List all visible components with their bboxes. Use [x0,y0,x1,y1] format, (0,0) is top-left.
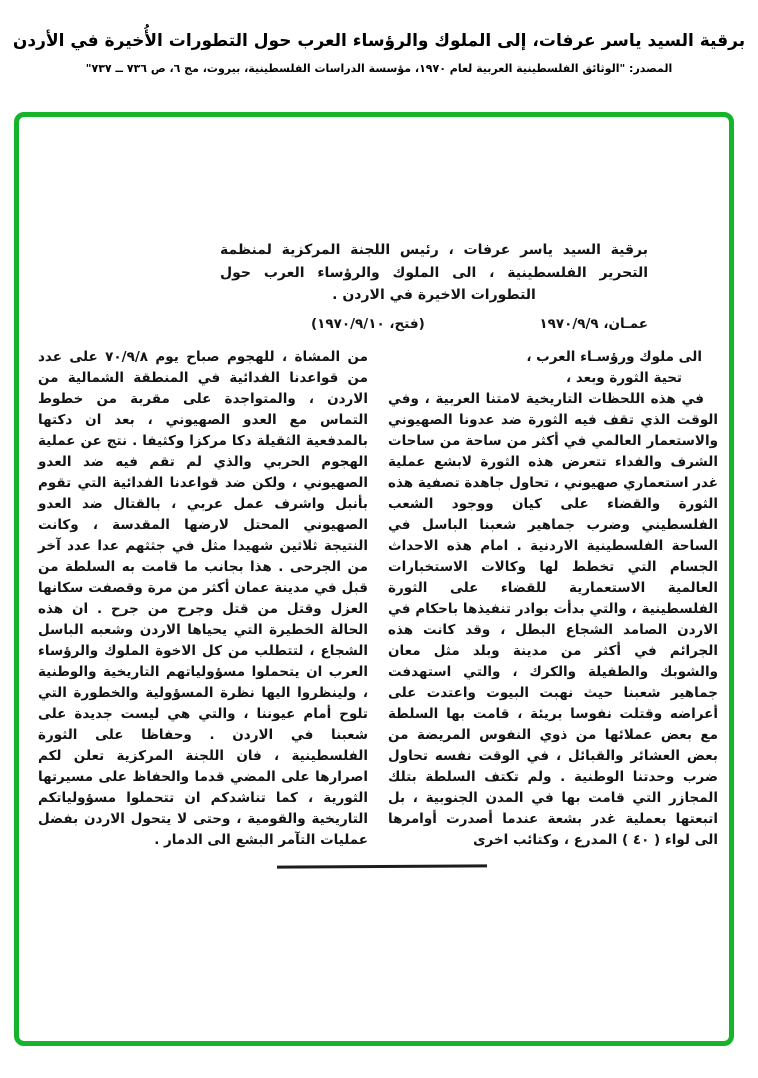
source-citation: المصدر: "الوثائق الفلسطينية العربية لعام ١٩٧٠، مؤسسة الدراسات الفلسطينية، بيروت، مج ٦، ص ٧٣٦ ــ ٧٣٧" [85,62,673,75]
text-column-left [38,347,368,851]
salutation-line-2: تحية الثورة وبعد ، [565,369,682,386]
dateline-publication-date: (فتح، ١٩٧٠/٩/١٠) [311,315,425,332]
text-columns [19,347,729,851]
divider-line [277,864,487,868]
dateline-row [19,316,729,332]
salutation-line-1: الى ملوك ورؤسـاء العرب ، [526,348,702,365]
document-frame [14,112,734,1046]
text-column-right [388,347,718,851]
body-text-right-column: في هذه اللحظات التاريخية لامتنا العربية ، وفي الوقت الذي تقف فيه الثورة ضد عدونا الصهيوني والاستعمار العالمي في أكثر من ساحة من ساحات الشرف والفداء تتعرض هذه الثورة لابشع عملية غدر استعماري صهيوني ، تحاول جاهدة تصفية هذه الثورة والقضاء على كيان ووجود الشعب الفلسطيني وضرب جماهير شعبنا الباسل في الساحة الفلسطينية الاردنية . امام هذه الاحداث الجسام التي تخطط لها وكالات الاستخبارات العالمية الاستعمارية للقضاء على الثورة الفلسطينية ، والتي بدأت بوادر تنفيذها باحكام في الاردن الصامد الشجاع البطل ، وقد كانت هذه الجرائم في أكثر من مدينة وبلد مثل معان والشوبك والطفيلة والكرك ، والتي استهدفت جماهير شعبنا حيث نهبت البيوت واعتدت على أعراضه وقتلت نفوسا بريئة ، قامت بها السلطة مع بعض عملائها من ذوي النفوس المريضة من بعض العشائر والقبائل ، في الوقت نفسه تحاول ضرب وحدتنا الوطنية . ولم تكتف السلطة بتلك المجازر التي قامت بها في المدن الجنوبية ، بل اتبعتها بعملية غدر بشعة عندما أصدرت أوامرها الى لواء ( ٤٠ ) المدرع ، وكتائب اخرى [388,390,718,848]
dateline-place-date: عمـان، ١٩٧٠/٩/٩ [539,315,648,332]
page-title: برقية السيد ياسر عرفات، إلى الملوك والرؤساء العرب حول التطورات الأُخيرة في الأردن [12,31,746,51]
page-header [0,0,758,77]
body-text-left-column: من المشاة ، للهجوم صباح يوم ٧٠/٩/٨ على عدد من قواعدنا الفدائية في المنطقة الشمالية من الاردن ، والمتواجدة على مقربة من خطوط التماس مع العدو الصهيوني ، بعد ان دكتها بالمدفعية الثقيلة دكا مركزا وكثيفا . نتج عن عملية الهجوم الحربي والذي لم تقم فيه ضد العدو الصهيوني ، ولكن ضد قواعدنا الفدائية التي تقوم بأنبل واشرف عمل عربي ، بالقتال ضد العدو الصهيوني المحتل لارضها المقدسة ، وكانت النتيجة ثلاثين شهيدا مثل في جثثهم عدا عدد آخر من الجرحى . هذا بجانب ما قامت به السلطة من قبل في مدينة عمان أكثر من مرة وقصفت سكانها العزل وقتل من قتل وجرح من جرح . ان هذه الحالة الخطيرة التي يحياها الاردن وشعبه الباسل الشجاع ، لتتطلب من كل الاخوة الملوك والرؤساء العرب ان يتحملوا مسؤولياتهم التاريخية والوطنية ، ولينظروا اليها نظرة المسؤولية والخطورة التي تلوح أمام عيوننا ، والتي هي ليست جديدة على شعبنا في الاردن . وحفاظا على الثورة الفلسطينية ، فان اللجنة المركزية تعلن لكم اصرارها على المضي قدما والحفاظ على مسيرتها الثورية ، كما تناشدكم ان تتحملوا مسؤولياتكم التاريخية والقومية ، وحتى لا يتحول الاردن بفضل عمليات التآمر البشع الى الدمار . [38,348,368,848]
telegram-heading: برقية السيد ياسر عرفات ، رئيس اللجنة المركزية لمنظمة التحرير الفلسطينية ، الى الملوك والرؤساء العرب حول التطورات الاخيرة في الاردن . [220,242,648,303]
